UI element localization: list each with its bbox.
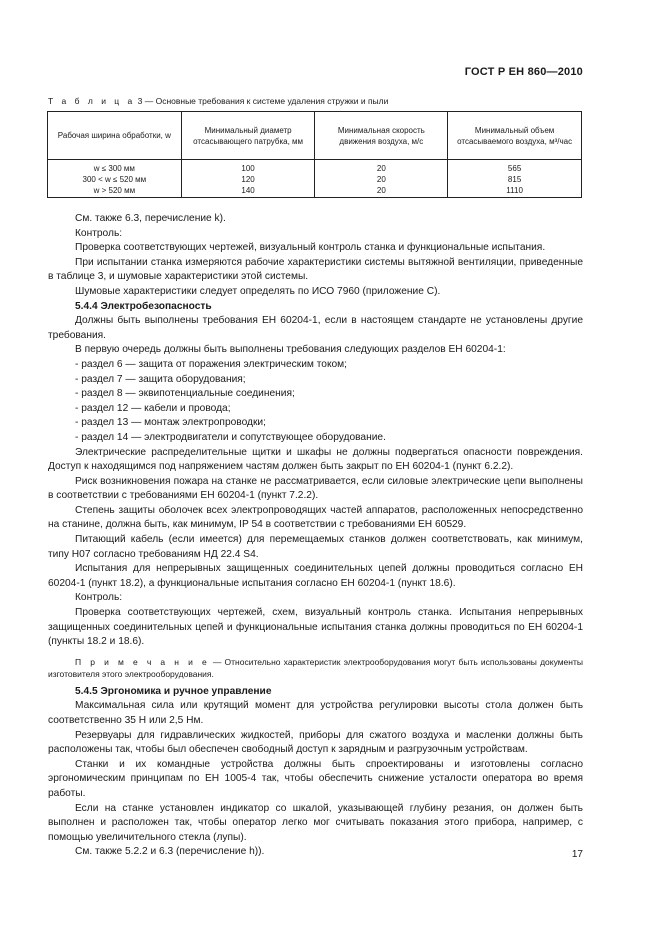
list-item: - раздел 14 — электродвигатели и сопутствующее оборудование.: [75, 431, 386, 443]
table-row: [48, 185, 582, 198]
section-heading: 5.4.5 Эргономика и ручное управление: [75, 685, 272, 697]
note: [48, 656, 583, 680]
paragraph: Риск возникновения пожара на станке не рассматривается, если силовые электрические цепи выполнены в соответствии с требованиями ЕН 60204-1 (пункт 7.2.2).: [48, 475, 583, 502]
paragraph: Контроль:: [75, 592, 123, 604]
table-cell: w ≤ 300 мм: [48, 160, 182, 175]
table-cell: 565: [448, 160, 582, 175]
table-cell: 20: [315, 160, 448, 175]
table-caption-prefix: Т а б л и ц а: [48, 96, 136, 106]
paragraph: Должны быть выполнены требования ЕН 60204-1, если в настоящем стандарте не установлены другие требования.: [48, 315, 583, 341]
paragraph: См. также 6.3, перечисление k).: [75, 213, 226, 224]
table-cell: 140: [181, 185, 315, 198]
paragraph: Если на станке установлен индикатор со шкалой, указывающей глубину резания, он должен быть выполнен и расположен так, чтобы оператор легко мог считывать показания этого прибора, например, с помощью увеличительного стекла (лупы).: [48, 802, 583, 843]
paragraph: Питающий кабель (если имеется) для перемещаемых станков должен соответствовать, как минимум, типу Н07 согласно требованиям НД 22.4 S4.: [48, 534, 583, 560]
paragraph: Испытания для непрерывных защищенных соединительных цепей должны проводиться согласно ЕН 60204-1 (пункт 18.2), а функциональные испытания согласно ЕН 60204-1 (пункт 18.6).: [48, 563, 583, 589]
table-cell: 300 < w ≤ 520 мм: [48, 174, 182, 185]
list-item: - раздел 7 — защита оборудования;: [75, 373, 246, 385]
paragraph: Степень защиты оболочек всех электропроводящих частей аппаратов, расположенных непосредственно на станине, должна быть, как минимум, IP 54 в соответствии с требованиями ЕН 60529.: [48, 504, 583, 531]
table-caption: [48, 96, 388, 106]
list-item: - раздел 13 — монтаж электропроводки;: [75, 417, 266, 429]
table-header-cell: Минимальный диаметр отсасывающего патрубка, мм: [181, 112, 315, 160]
paragraph: Резервуары для гидравлических жидкостей, приборы для сжатого воздуха и масленки должны быть расположены так, чтобы был обеспечен свободный доступ к зарядным и разгрузочным устройствам.: [48, 729, 583, 756]
table-cell: 100: [181, 160, 315, 175]
table-row: [48, 174, 582, 185]
table-cell: 120: [181, 174, 315, 185]
list-item: - раздел 6 — защита от поражения электрическим током;: [75, 358, 348, 370]
table-header-cell: Минимальный объем отсасываемого воздуха, м³/час: [448, 112, 582, 160]
paragraph: Максимальная сила или крутящий момент для устройства регулировки высоты стола должен быть соответственно 35 Н или 2,5 Нм.: [48, 700, 583, 726]
note-prefix: П р и м е ч а н и е: [75, 656, 210, 667]
list-item: - раздел 12 — кабели и провода;: [75, 402, 231, 414]
table-cell: 20: [315, 185, 448, 198]
table-row: [48, 160, 582, 175]
paragraph: Проверка соответствующих чертежей, схем, визуальный контроль станка. Испытания непрерывных защищенных соединительных цепей и функциональные испытания станка должны проводиться по ЕН 60204-1 (пункты 18.2 и 18.6).: [48, 607, 583, 648]
paragraph: Шумовые характеристики следует определять по ИСО 7960 (приложение С).: [75, 285, 441, 297]
table-cell: 20: [315, 174, 448, 185]
paragraph: Проверка соответствующих чертежей, визуальный контроль станка и функциональные испытания.: [75, 242, 546, 254]
paragraph: См. также 5.2.2 и 6.3 (перечисление h)).: [75, 846, 265, 858]
page-number: 17: [571, 849, 583, 860]
table-header-cell: Минимальная скорость движения воздуха, м/с: [315, 112, 448, 160]
list-item: - раздел 8 — эквипотенциальные соединения;: [75, 388, 295, 400]
table-cell: 815: [448, 174, 582, 185]
note-text: — Относительно характеристик электрооборудования могут быть использованы документы изготовителя этого электрооборудования.: [48, 656, 583, 679]
paragraph: При испытании станка измеряются рабочие характеристики системы вытяжной вентиляции, приведенные в таблице 3, и шумовые характеристики этой системы.: [48, 256, 583, 283]
table-caption-text: 3 — Основные требования к системе удаления стружки и пыли: [135, 96, 389, 106]
paragraph: В первую очередь должны быть выполнены требования следующих разделов ЕН 60204-1:: [75, 344, 506, 356]
requirements-table: [47, 111, 582, 198]
section-heading: 5.4.4 Электробезопасность: [75, 300, 212, 312]
paragraph: Контроль:: [75, 227, 123, 239]
table-cell: w > 520 мм: [48, 185, 182, 198]
table-header-cell: Рабочая ширина обработки, w: [48, 112, 182, 160]
paragraph: Электрические распределительные щитки и шкафы не должны подвергаться опасности повреждения. Доступ к находящимся под напряжением частям должен быть закрыт по ЕН 60204-1 (пункт 6.2.2).: [48, 446, 583, 473]
table-header-row: [48, 112, 582, 160]
table-cell: 1110: [448, 185, 582, 198]
document-header: ГОСТ Р ЕН 860—2010: [464, 66, 583, 78]
paragraph: Станки и их командные устройства должны быть спроектированы и изготовлены согласно эргономическим принципам по ЕН 1005-4 так, чтобы обеспечить снижение усталости оператора во время работы.: [48, 758, 583, 799]
body-text: [48, 212, 583, 860]
